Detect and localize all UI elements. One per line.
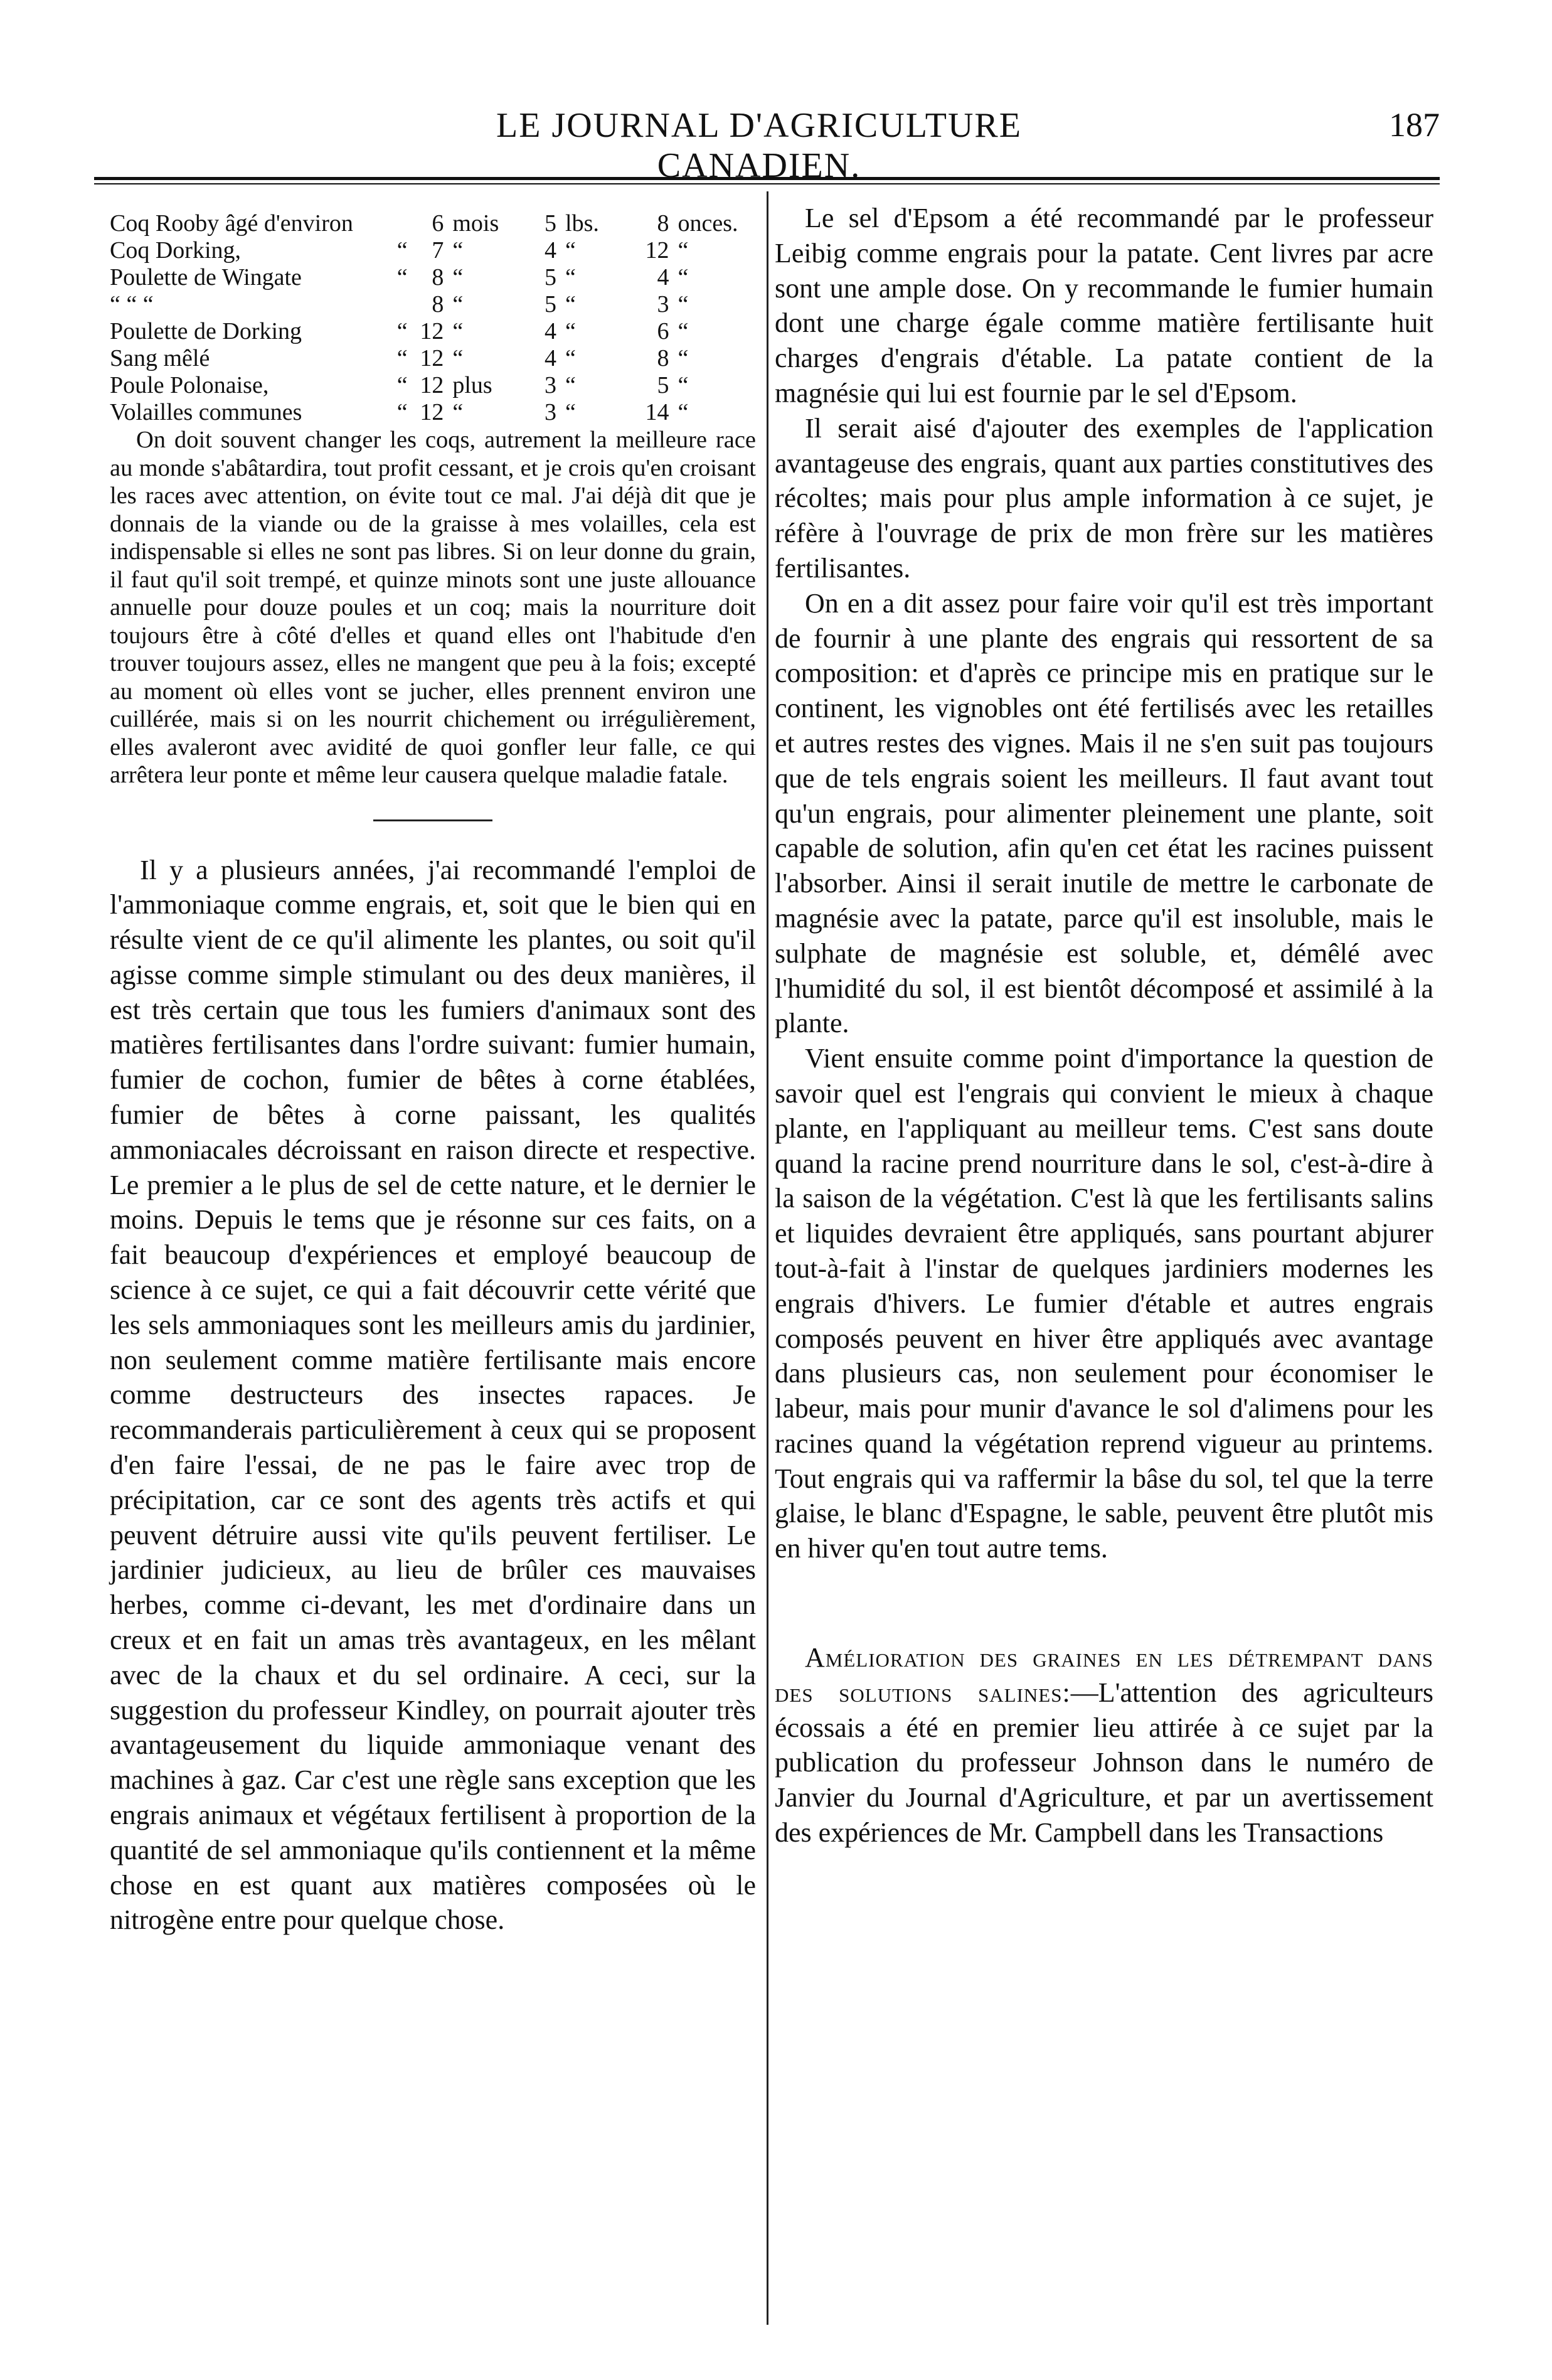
age-value: 8 <box>432 291 444 318</box>
bird-name: “ “ “ <box>110 291 154 318</box>
pounds-value: 5 <box>545 264 557 291</box>
section-heading: Amélioration des graines en les détrempant dans des solutions salines: <box>775 1642 1433 1708</box>
age-unit: “ <box>452 345 464 371</box>
ammonia-paragraph: Il y a plusieurs années, j'ai recommandé l'emploi de l'ammoniaque comme engrais, et, soit que le bien qui en résulte vient de ce qu'il alimente les plantes, ou soit qu'il agisse comme simple stimulant ou des deux manières, il est très certain que tous les fumiers d'animaux sont des matières fertilisantes dans l'ordre suivant: fumier humain, fumier de cochon, fumier de bêtes à corne établées, fumier de bêtes à corne paissant, les qualités ammoniacales décroissant en raison directe et respective. Le premier a le plus de sel de cette nature, et le dernier le moins. Depuis le tems que je résonne sur ces faits, on a fait beaucoup d'expériences et employé beaucoup de science à ce sujet, ce qui a fait découvrir cette vérité que les sels ammoniaques sont les meilleurs amis du jardinier, non seulement comme matière fertilisante mais encore comme destructeurs des insectes rapaces. Je recommanderais particulièrement à ceux qui se proposent d'en faire l'essai, de ne pas le faire avec trop de précipitation, car ce sont des agents très actifs et qui peuvent détruire aussi vite qu'ils peuvent fertiliser. Le jardinier judicieux, au lieu de brûler ces mauvaises herbes, comme ci-devant, les met d'ordinaire dans un creux et en fait un amas très avantageux, en les mêlant avec de la chaux et du sel ordinaire. A ceci, sur la suggestion du professeur Kindley, on pourrait ajouter très avantageusement du liquide ammoniaque venant des machines à gaz. Car c'est une règle sans exception que les engrais animaux et végétaux fertilisent à proportion de la quantité de sel ammoniaque qu'ils contiennent et la même chose en est quant aux matières composées où le nitrogène entre pour quelque chose. <box>110 854 756 1936</box>
table-row <box>110 318 756 345</box>
bird-name: Poulette de Wingate <box>110 264 302 291</box>
age-value: 8 <box>432 264 444 291</box>
timing-paragraph: Vient ensuite comme point d'importance la question de savoir quel est l'engrais qui convient le mieux à chaque plante, en l'appliquant au meilleur tems. C'est sans doute quand la racine prend nourriture dans le sol, c'est-à-dire à la saison de la végétation. C'est là que les fertilisants salins et liquides devraient être appliqués, sans pourtant abjurer tout-à-fait à l'instar de quelques jardiniers modernes les engrais d'hivers. Le fumier d'étable et autres engrais composés peuvent en hiver être appliqués avec avantage dans plusieurs cas, non seulement pour économiser le labeur, mais pour munir d'avance le sol d'alimens pour les racines quand la végétation reprend vigueur au printems. Tout engrais qui va raffermir la bâse du sol, tel que la terre glaise, le blanc d'Espagne, le sable, peuvent être plutôt mis en hiver qu'en tout autre tems. <box>775 1043 1433 1564</box>
age-value: 12 <box>420 399 444 425</box>
seed-improvement-paragraph: Amélioration des graines en les détrempant dans des solutions salines:—L'attention des agriculteurs écossais a été en premier lieu attirée à ce sujet par la publication du professeur Johnson dans le numéro de Janvier du Journal d'Agriculture, et par un avertissement des expériences de Mr. Campbell dans les Transactions <box>775 1642 1434 1849</box>
pounds-unit: “ <box>565 318 576 344</box>
ounces-unit: “ <box>678 345 689 371</box>
bird-name: Sang mêlé <box>110 345 210 371</box>
page-number: 187 <box>1389 106 1440 144</box>
ounces-unit: “ <box>678 318 689 344</box>
bird-name: Poulette de Dorking <box>110 318 302 344</box>
ounces-unit: “ <box>678 372 689 398</box>
epsom-salt-paragraph: Le sel d'Epsom a été recommandé par le professeur Leibig comme engrais pour la patate. Cent livres par acre sont une ample dose. On y recommande le fumier humain dont une charge égale comme matière fertilisante huit charges d'engrais d'étable. La patate contient de la magnésie qui lui est fournie par le sel d'Epsom. <box>775 203 1433 408</box>
ounces-unit: “ <box>678 237 689 264</box>
header-rule-thin <box>94 183 1440 184</box>
age-value: 12 <box>420 372 444 398</box>
section-separator <box>373 819 492 821</box>
ditto-mark: “ <box>396 264 408 291</box>
pounds-value: 4 <box>545 318 557 344</box>
running-title: LE JOURNAL D'AGRICULTURE CANADIEN. <box>496 106 1022 185</box>
table-row <box>110 399 756 426</box>
ditto-mark: “ <box>396 237 408 264</box>
age-unit: mois <box>452 210 499 237</box>
section-gap <box>775 1566 1433 1640</box>
ounces-value: 8 <box>657 210 669 237</box>
pounds-value: 4 <box>545 345 557 371</box>
bird-name: Volailles communes <box>110 399 302 425</box>
pounds-unit: “ <box>565 345 576 371</box>
age-unit: “ <box>452 237 464 264</box>
right-column <box>775 201 1433 1850</box>
ounces-value: 6 <box>657 318 669 344</box>
table-row <box>110 345 756 372</box>
ditto-mark: “ <box>396 399 408 425</box>
pounds-value: 3 <box>545 399 557 425</box>
ditto-mark: “ <box>396 372 408 398</box>
age-unit: “ <box>452 399 464 425</box>
pounds-value: 4 <box>545 237 557 264</box>
ounces-unit: “ <box>678 264 689 291</box>
age-value: 7 <box>432 237 444 264</box>
ounces-value: 4 <box>657 264 669 291</box>
age-value: 12 <box>420 318 444 344</box>
ditto-mark: “ <box>396 318 408 344</box>
bird-name: Coq Dorking, <box>110 237 241 264</box>
table-row <box>110 372 756 399</box>
ounces-unit: “ <box>678 291 689 318</box>
ounces-unit: onces. <box>678 210 738 237</box>
age-unit: “ <box>452 264 464 291</box>
table-row <box>110 210 756 237</box>
pounds-unit: “ <box>565 399 576 425</box>
age-value: 12 <box>420 345 444 371</box>
ditto-mark <box>391 210 413 237</box>
ounces-unit: “ <box>678 399 689 425</box>
column-divider <box>767 191 768 2325</box>
pounds-unit: “ <box>565 237 576 264</box>
pounds-unit: “ <box>565 291 576 318</box>
ounces-value: 8 <box>657 345 669 371</box>
pounds-value: 3 <box>545 372 557 398</box>
table-row <box>110 291 756 318</box>
ounces-value: 3 <box>657 291 669 318</box>
ounces-value: 5 <box>657 372 669 398</box>
poultry-weight-table <box>110 210 756 426</box>
pounds-unit: lbs. <box>565 210 599 237</box>
age-value: 6 <box>432 210 444 237</box>
header-rule <box>94 177 1440 180</box>
pounds-value: 5 <box>545 291 557 318</box>
ditto-mark <box>391 291 413 318</box>
ounces-value: 14 <box>645 399 669 425</box>
bird-name: Poule Polonaise, <box>110 372 269 398</box>
left-column <box>110 210 756 1938</box>
poultry-care-paragraph: On doit souvent changer les coqs, autrement la meilleure race au monde s'abâtardira, tout profit cessant, et je crois qu'en croisant les races avec attention, on évite tout ce mal. J'ai déjà dit que je donnais de la viande ou de la graisse à mes volailles, cela est indispensable si elles ne sont pas libres. Si on leur donne du grain, il faut qu'il soit trempé, et quinze minots sont une juste allouance annuelle pour douze poules et un coq; mais la nourriture doit toujours être à côté d'elles et quand elles ont l'habitude d'en trouver toujours assez, elles ne mangent que peu à la fois; excepté au moment où elles vont se jucher, elles prennent environ une cuillérée, mais si on les nourrit chichement ou irrégulièrement, elles avaleront avec avidité de quoi gonfler leur falle, ce qui arrêtera leur ponte et même leur causera quelque maladie fatale. <box>110 427 756 788</box>
ounces-value: 12 <box>645 237 669 264</box>
fertilizer-examples-paragraph: Il serait aisé d'ajouter des exemples de l'application avantageuse des engrais, quant aux parties constitutives des récoltes; mais pour plus ample information à ce sujet, je réfère à l'ouvrage de prix de mon frère sur les matières fertilisantes. <box>775 412 1433 584</box>
table-row <box>110 237 756 264</box>
pounds-value: 5 <box>545 210 557 237</box>
age-unit: “ <box>452 291 464 318</box>
pounds-unit: “ <box>565 264 576 291</box>
pounds-unit: “ <box>565 372 576 398</box>
plant-composition-paragraph: On en a dit assez pour faire voir qu'il est très important de fournir à une plante des engrais qui ressortent de sa composition: et d'après ce principe mis en pratique sur le continent, les vignobles ont été fertilisés avec les retailles et autres restes des vignes. Mais il ne s'en suit pas toujours que de tels engrais soient les meilleurs. Il faut avant tout qu'un engrais, pour alimenter pleinement une plante, soit capable de solution, afin qu'en cet état les racines puissent l'absorber. Ainsi il serait inutile de mettre le carbonate de magnésie avec la patate, parce qu'il est insoluble, mais le sulphate de magnésie est soluble, et, démêlé avec l'humidité du sol, il est bientôt décomposé et assimilé à la plante. <box>775 587 1433 1039</box>
table-row <box>110 264 756 291</box>
bird-name: Coq Rooby âgé d'environ <box>110 210 353 237</box>
page-header <box>94 105 1440 185</box>
ditto-mark: “ <box>396 345 408 371</box>
age-unit: plus <box>452 372 492 398</box>
age-unit: “ <box>452 318 464 344</box>
